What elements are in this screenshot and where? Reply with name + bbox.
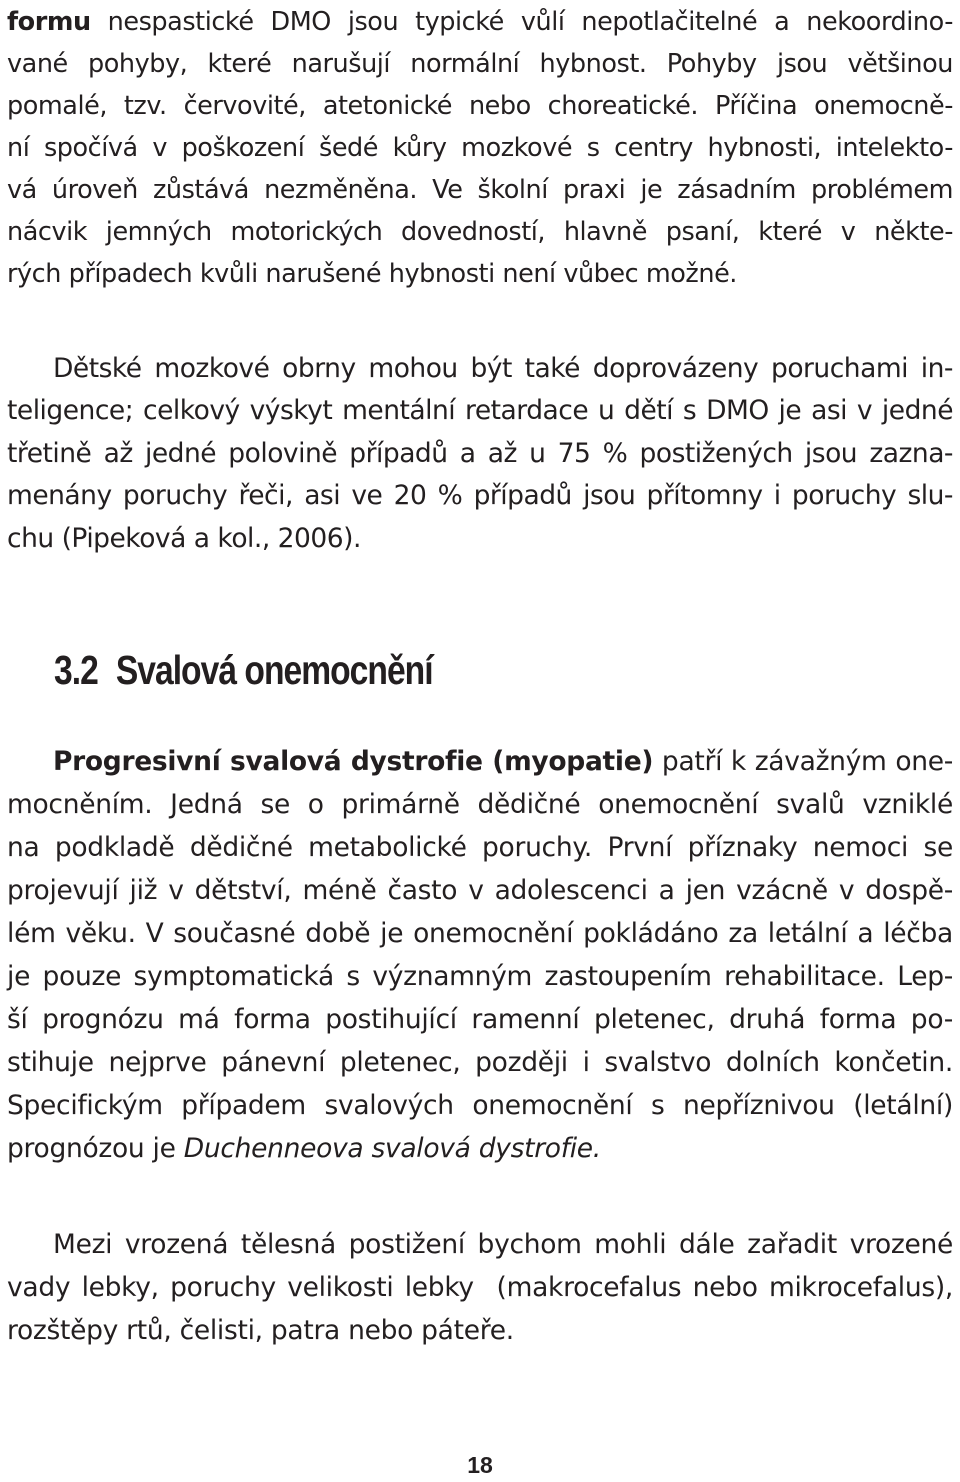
bold-term: Progresivní svalová dystrofie (myopatie)	[53, 746, 654, 777]
bold-lead: formu	[7, 7, 91, 37]
text-line	[7, 1, 953, 44]
text-line: stihuje nejprve pánevní pletenec, později i svalstvo dolních končetin.	[7, 1047, 953, 1078]
text-line	[53, 740, 953, 783]
text-line: teligence; celkový výskyt mentální retardace u dětí s DMO je asi v jedné	[7, 395, 953, 426]
text-line: nácvik jemných motorických dovedností, hlavně psaní, které v někte-	[7, 217, 953, 247]
line-text: patří k závažným one-	[653, 746, 953, 777]
section-number: 3.2	[54, 647, 98, 693]
text-line: na podkladě dědičné metabolické poruchy. První příznaky nemoci se	[7, 832, 953, 863]
text-line: je pouze symptomatická s významným zastoupením rehabilitace. Lep-	[7, 961, 953, 992]
text-line: chu (Pipeková a kol., 2006).	[7, 523, 361, 554]
text-line: vané pohyby, které narušují normální hybnost. Pohyby jsou většinou	[7, 49, 953, 79]
page-number: 18	[467, 1452, 493, 1478]
text-line: lém věku. V současné době je onemocnění pokládáno za letální a léčba	[7, 918, 953, 949]
text-line: rých případech kvůli narušené hybnosti není vůbec možné.	[7, 259, 737, 289]
italic-term: Duchenneova svalová dystrofie.	[183, 1133, 601, 1164]
text-line: Specifickým případem svalových onemocnění s nepříznivou (letální)	[7, 1090, 953, 1121]
text-line: mocněním. Jedná se o primárně dědičné onemocnění svalů vzniklé	[7, 789, 953, 820]
text-line: vady lebky, poruchy velikosti lebky (makrocefalus nebo mikrocefalus),	[7, 1272, 953, 1303]
section-title: Svalová onemocnění	[115, 647, 433, 693]
text-line	[7, 1127, 601, 1170]
text-line: Mezi vrozená tělesná postižení bychom mohli dále zařadit vrozené	[53, 1229, 953, 1260]
text-line: rozštěpy rtů, čelisti, patra nebo páteře.	[7, 1315, 514, 1346]
text-line: projevují již v dětství, méně často v adolescenci a jen vzácně v dospě-	[7, 875, 953, 906]
text-line: ší prognózu má forma postihující ramenní pletenec, druhá forma po-	[7, 1004, 953, 1035]
line-text: prognózou je	[7, 1133, 184, 1164]
text-line: Dětské mozkové obrny mohou být také doprovázeny poruchami in-	[53, 353, 953, 384]
text-line: ní spočívá v poškození šedé kůry mozkové s centry hybnosti, intelekto-	[7, 133, 953, 163]
text-line: třetině až jedné polovině případů a až u 75 % postižených jsou zazna-	[7, 438, 953, 469]
text-line: menány poruchy řeči, asi ve 20 % případů jsou přítomny i poruchy slu-	[7, 480, 953, 511]
text-line: vá úroveň zůstává nezměněna. Ve školní praxi je zásadním problémem	[7, 175, 953, 205]
text-line: pomalé, tzv. červovité, atetonické nebo choreatické. Příčina onemocně-	[7, 91, 953, 121]
section-heading	[54, 640, 433, 700]
line-text: nespastické DMO jsou typické vůlí nepotlačitelné a nekoordino-	[90, 7, 953, 37]
